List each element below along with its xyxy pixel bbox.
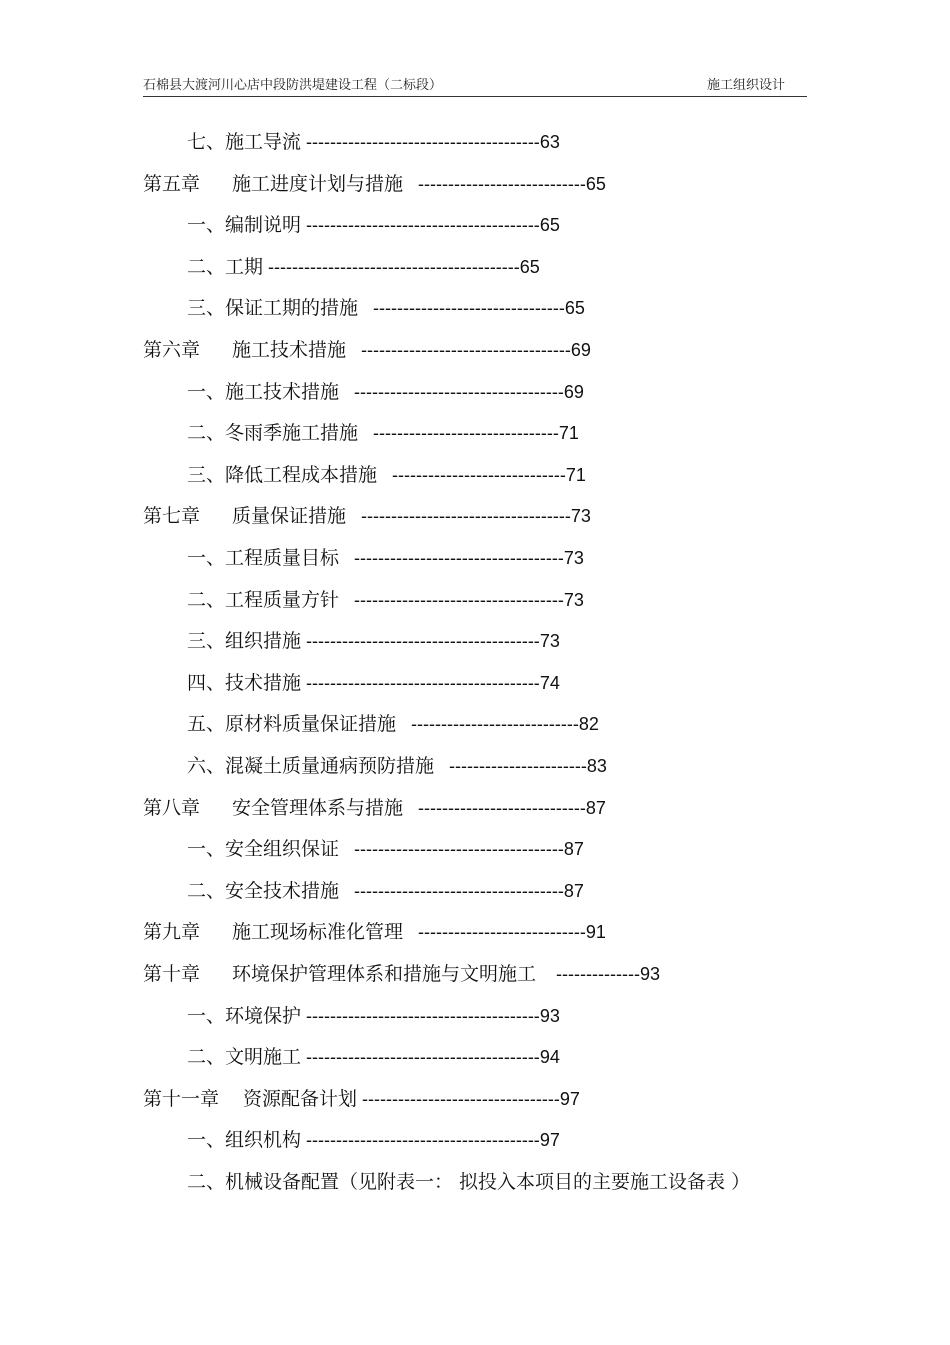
toc-page-number: 69 <box>570 340 591 360</box>
toc-entry-title: 环境保护管理体系和措施与文明施工 <box>232 963 537 985</box>
toc-section-entry[interactable] <box>187 211 560 239</box>
toc-chapter-entry[interactable] <box>143 336 591 364</box>
toc-section-entry[interactable] <box>187 128 560 156</box>
toc-page-number: 73 <box>563 548 584 568</box>
header-doc-type: 施工组织设计 <box>706 78 785 93</box>
toc-entry-number: 第五章 <box>143 173 201 195</box>
toc-page-number: 87 <box>563 881 584 901</box>
toc-entry-number: 一、 <box>187 214 226 236</box>
toc-section-entry[interactable] <box>187 378 584 406</box>
toc-entry-title: 组织机构 <box>225 1129 302 1151</box>
toc-entry-number: 四、 <box>187 672 226 694</box>
toc-page-number: 83 <box>586 756 607 776</box>
toc-dot-leader: ----------------------------------- <box>339 548 564 568</box>
toc-chapter-entry[interactable] <box>143 502 591 530</box>
header-project-title: 石棉县大渡河川心店中段防洪堤建设工程（二标段） <box>143 78 443 93</box>
toc-entry-title: 资源配备计划 <box>243 1088 358 1110</box>
toc-chapter-entry[interactable] <box>143 918 606 946</box>
toc-section-entry[interactable] <box>187 752 607 780</box>
toc-page-number: 97 <box>559 1089 580 1109</box>
toc-entry-title: 技术措施 <box>225 672 302 694</box>
toc-entry-title: 原材料质量保证措施 <box>225 713 397 735</box>
toc-dot-leader: ----------------------------------- <box>339 881 564 901</box>
toc-entry-number: 第十一章 <box>143 1088 220 1110</box>
toc-section-entry[interactable] <box>187 1168 750 1196</box>
toc-entry-title: 安全管理体系与措施 <box>232 797 404 819</box>
toc-entry-title: 降低工程成本措施 <box>225 464 378 486</box>
toc-dot-leader: ----------------------------------- <box>346 340 571 360</box>
toc-entry-title: 安全技术措施 <box>225 880 340 902</box>
toc-entry-number: 三、 <box>187 464 226 486</box>
toc-section-entry[interactable] <box>187 294 585 322</box>
toc-section-entry[interactable] <box>187 627 560 655</box>
toc-entry-number: 七、 <box>187 131 226 153</box>
toc-chapter-entry[interactable] <box>143 960 660 988</box>
toc-page-number: 73 <box>539 631 560 651</box>
toc-entry-number: 第八章 <box>143 797 201 819</box>
toc-entry-title: 施工进度计划与措施 <box>232 173 404 195</box>
toc-entry-number: 一、 <box>187 547 226 569</box>
toc-dot-leader: --------------------------------------- <box>301 1047 540 1067</box>
toc-section-entry[interactable] <box>187 1002 560 1030</box>
toc-entry-title: 冬雨季施工措施 <box>225 422 359 444</box>
toc-page-number: 65 <box>539 215 560 235</box>
toc-section-entry[interactable] <box>187 835 584 863</box>
toc-dot-leader: ----------------------------------- <box>339 590 564 610</box>
toc-page-number: 71 <box>558 423 579 443</box>
toc-entry-number: 第十章 <box>143 963 201 985</box>
toc-page-number: 82 <box>578 714 599 734</box>
toc-page-number: 87 <box>585 798 606 818</box>
toc-entry-title: 施工技术措施 <box>232 339 347 361</box>
toc-section-entry[interactable] <box>187 544 584 572</box>
toc-section-entry[interactable] <box>187 710 599 738</box>
toc-entry-number: 二、 <box>187 1171 226 1193</box>
toc-dot-leader: ----------------------------------- <box>346 506 571 526</box>
toc-entry-title: 工程质量目标 <box>225 547 340 569</box>
toc-dot-leader: --------------------------------------- <box>301 673 540 693</box>
toc-dot-leader: --------------------------------------- <box>301 1130 540 1150</box>
toc-page-number: 71 <box>565 465 586 485</box>
toc-entry-number: 一、 <box>187 1129 226 1151</box>
toc-dot-leader: ----------------------------- <box>377 465 566 485</box>
toc-dot-leader: --------------------------------------- <box>301 215 540 235</box>
toc-dot-leader: --------------------------------- <box>357 1089 560 1109</box>
page-header <box>143 74 807 97</box>
toc-entry-number: 二、 <box>187 256 226 278</box>
toc-chapter-entry[interactable] <box>143 794 606 822</box>
toc-entry-number: 二、 <box>187 880 226 902</box>
toc-entry-title: 保证工期的措施 <box>225 297 359 319</box>
toc-entry-number: 二、 <box>187 1046 226 1068</box>
toc-entry-number: 一、 <box>187 381 226 403</box>
toc-entry-title: 工程质量方针 <box>225 589 340 611</box>
toc-section-entry[interactable] <box>187 1126 560 1154</box>
toc-page-number: 97 <box>539 1130 560 1150</box>
toc-page-number: 87 <box>563 839 584 859</box>
toc-dot-leader: -------------------------------- <box>358 298 565 318</box>
toc-page-number: 74 <box>539 673 560 693</box>
toc-entry-number: 第六章 <box>143 339 201 361</box>
toc-entry-number: 第七章 <box>143 505 201 527</box>
toc-page-number: 65 <box>585 174 606 194</box>
toc-entry-title: 施工现场标准化管理 <box>232 921 404 943</box>
toc-entry-title: 施工技术措施 <box>225 381 340 403</box>
toc-section-entry[interactable] <box>187 419 579 447</box>
toc-entry-title: 文明施工 <box>225 1046 302 1068</box>
toc-page-number: 73 <box>563 590 584 610</box>
toc-entry-number: 二、 <box>187 589 226 611</box>
toc-entry-title: 工期 <box>225 256 264 278</box>
toc-page-number: 73 <box>570 506 591 526</box>
toc-page-number: 94 <box>539 1047 560 1067</box>
toc-page-number: 93 <box>539 1006 560 1026</box>
toc-section-entry[interactable] <box>187 586 584 614</box>
toc-dot-leader: ---------------------------- <box>403 174 586 194</box>
toc-dot-leader: --------------------------------------- <box>301 631 540 651</box>
toc-page-number: 63 <box>539 132 560 152</box>
toc-dot-leader: ----------------------------------- <box>339 382 564 402</box>
toc-entry-number: 一、 <box>187 1005 226 1027</box>
toc-dot-leader: --------------------------------------- <box>301 132 540 152</box>
toc-entry-title: 混凝土质量通病预防措施 <box>225 755 435 777</box>
toc-page-number: 65 <box>564 298 585 318</box>
toc-dot-leader: ---------------------------- <box>403 798 586 818</box>
toc-chapter-entry[interactable] <box>143 1085 580 1113</box>
toc-page-number: 93 <box>639 964 660 984</box>
toc-dot-leader: ---------------------------- <box>396 714 579 734</box>
toc-dot-leader: ------------------------------------------ <box>263 257 520 277</box>
toc-section-entry[interactable] <box>187 877 584 905</box>
toc-entry-number: 三、 <box>187 630 226 652</box>
toc-entry-number: 五、 <box>187 713 226 735</box>
toc-entry-title: 质量保证措施 <box>232 505 347 527</box>
toc-entry-number: 第九章 <box>143 921 201 943</box>
toc-section-entry[interactable] <box>187 253 540 281</box>
toc-chapter-entry[interactable] <box>143 170 606 198</box>
toc-entry-title: 环境保护 <box>225 1005 302 1027</box>
toc-dot-leader: --------------------------------------- <box>301 1006 540 1026</box>
toc-section-entry[interactable] <box>187 1043 560 1071</box>
toc-entry-title: 机械设备配置（见附表一： 拟投入本项目的主要施工设备表 ） <box>225 1171 751 1193</box>
toc-entry-number: 一、 <box>187 838 226 860</box>
toc-page-number: 65 <box>519 257 540 277</box>
toc-entry-number: 六、 <box>187 755 226 777</box>
toc-page-number: 69 <box>563 382 584 402</box>
toc-dot-leader: -------------- <box>536 964 640 984</box>
toc-entry-title: 安全组织保证 <box>225 838 340 860</box>
toc-dot-leader: ----------------------- <box>434 756 587 776</box>
toc-dot-leader: ----------------------------------- <box>339 839 564 859</box>
toc-section-entry[interactable] <box>187 461 586 489</box>
toc-section-entry[interactable] <box>187 669 560 697</box>
toc-entry-title: 组织措施 <box>225 630 302 652</box>
toc-entry-number: 二、 <box>187 422 226 444</box>
toc-page-number: 91 <box>585 922 606 942</box>
toc-dot-leader: ---------------------------- <box>403 922 586 942</box>
toc-entry-title: 施工导流 <box>225 131 302 153</box>
toc-entry-title: 编制说明 <box>225 214 302 236</box>
toc-dot-leader: ------------------------------- <box>358 423 559 443</box>
toc-entry-number: 三、 <box>187 297 226 319</box>
